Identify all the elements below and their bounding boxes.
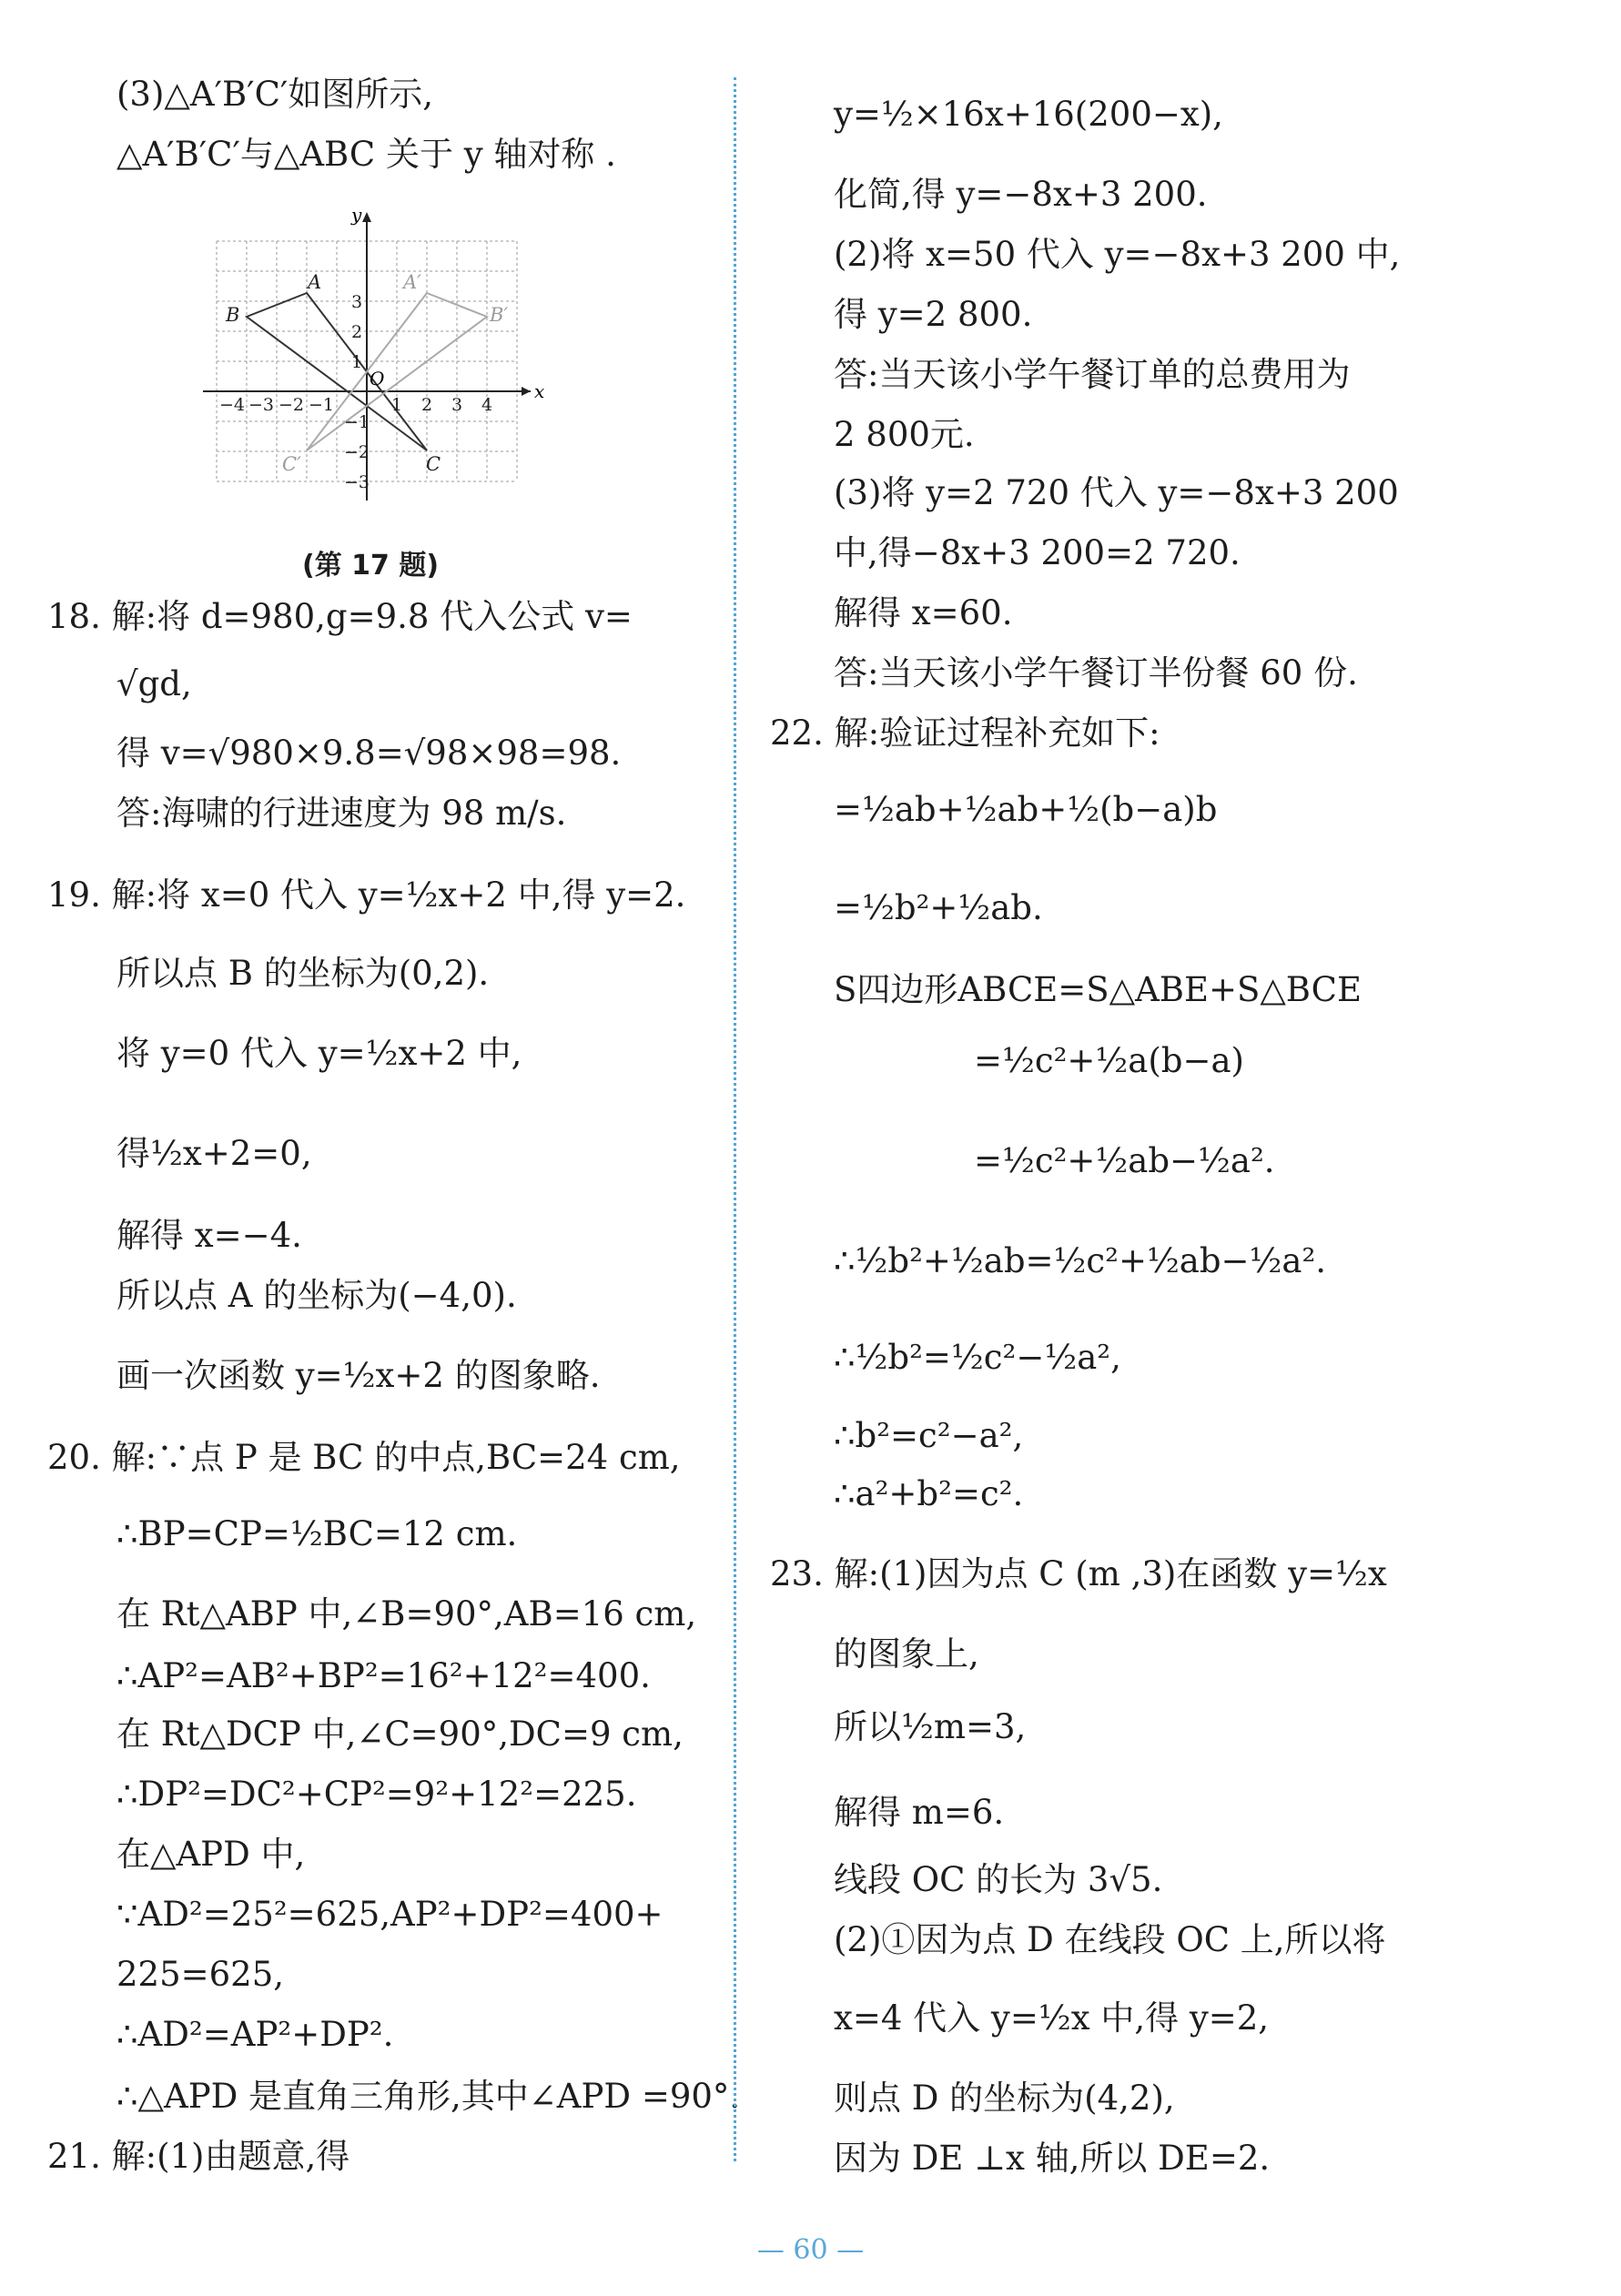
- text-line: ∴△APD 是直角三角形,其中∠APD =90°.: [117, 2077, 741, 2116]
- point-label: B: [226, 304, 240, 326]
- text-line: (2)将 x=50 代入 y=−8x+3 200 中,: [834, 235, 1401, 274]
- tick-label: 2: [351, 322, 363, 342]
- text-line: 的图象上,: [834, 1634, 979, 1674]
- text-line: ∴½b²+½ab=½c²+½ab−½a².: [834, 1241, 1327, 1280]
- tick-label: 1: [391, 395, 403, 415]
- text-line: 所以点 A 的坐标为(−4,0).: [117, 1276, 517, 1315]
- text-line: 答:海啸的行进速度为 98 m/s.: [117, 794, 567, 833]
- page-number: — 60 —: [756, 2234, 865, 2266]
- text-line: 所以点 B 的坐标为(0,2).: [117, 954, 490, 993]
- tick-label: −2: [344, 442, 370, 462]
- text-line: 18. 解:将 d=980,g=9.8 代入公式 v=: [47, 597, 633, 636]
- text-line: 则点 D 的坐标为(4,2),: [834, 2079, 1175, 2118]
- text-line: 答:当天该小学午餐订半份餐 60 份.: [834, 653, 1358, 693]
- text-line: 化简,得 y=−8x+3 200.: [834, 175, 1208, 214]
- text-line: =½c²+½a(b−a): [974, 1041, 1244, 1080]
- tick-label: −3: [248, 395, 275, 415]
- text-line: ∴AD²=AP²+DP².: [117, 2015, 394, 2054]
- text-line: ∴BP=CP=½BC=12 cm.: [117, 1514, 518, 1553]
- text-line: 解得 m=6.: [834, 1793, 1005, 1832]
- coordinate-figure: [198, 205, 544, 514]
- text-line: 解得 x=60.: [834, 593, 1013, 632]
- text-line: 在 Rt△DCP 中,∠C=90°,DC=9 cm,: [117, 1714, 684, 1754]
- point-label: A: [308, 271, 322, 293]
- text-line: y=½×16x+16(200−x),: [834, 95, 1223, 134]
- point-label: C′: [282, 453, 301, 475]
- text-line: x=4 代入 y=½x 中,得 y=2,: [834, 1998, 1270, 2038]
- text-line: 得½x+2=0,: [117, 1134, 312, 1173]
- text-line: =½c²+½ab−½a².: [974, 1141, 1275, 1180]
- text-line: (2)①因为点 D 在线段 OC 上,所以将: [834, 1920, 1386, 1959]
- text-line: ∴a²+b²=c².: [834, 1474, 1024, 1513]
- text-line: 22. 解:验证过程补充如下:: [770, 713, 1160, 753]
- text-line: (3)△A′B′C′如图所示,: [117, 75, 434, 114]
- tick-label: 2: [421, 395, 433, 415]
- text-line: =½b²+½ab.: [834, 888, 1043, 927]
- text-line: 在△APD 中,: [117, 1835, 306, 1874]
- tick-label: −1: [344, 412, 370, 432]
- text-line: 20. 解:∵点 P 是 BC 的中点,BC=24 cm,: [47, 1438, 681, 1477]
- tick-label: −1: [309, 395, 335, 415]
- tick-label: −3: [344, 472, 370, 492]
- y-axis-label: y: [351, 205, 362, 226]
- text-line: ∴AP²=AB²+BP²=16²+12²=400.: [117, 1656, 651, 1695]
- tick-label: 1: [351, 352, 363, 372]
- text-line: 因为 DE ⊥x 轴,所以 DE=2.: [834, 2139, 1271, 2178]
- point-label: A′: [403, 271, 421, 293]
- x-axis-label: x: [534, 380, 544, 402]
- text-line: ∵AD²=25²=625,AP²+DP²=400+: [117, 1895, 664, 1934]
- text-line: ∴½b²=½c²−½a²,: [834, 1338, 1121, 1377]
- origin-label: O: [370, 368, 385, 389]
- tick-label: 4: [481, 395, 493, 415]
- point-label: B′: [490, 304, 509, 326]
- text-line: 得 v=√980×9.8=√98×98=98.: [117, 733, 622, 773]
- text-line: 解得 x=−4.: [117, 1216, 302, 1255]
- text-line: S四边形ABCE=S△ABE+S△BCE: [834, 970, 1362, 1009]
- text-line: ∴DP²=DC²+CP²=9²+12²=225.: [117, 1775, 637, 1814]
- tick-label: −4: [219, 395, 246, 415]
- text-line: 2 800元.: [834, 415, 975, 454]
- text-line: 将 y=0 代入 y=½x+2 中,: [117, 1034, 522, 1073]
- text-line: 在 Rt△ABP 中,∠B=90°,AB=16 cm,: [117, 1594, 697, 1633]
- text-line: ∴b²=c²−a²,: [834, 1416, 1024, 1455]
- text-line: 线段 OC 的长为 3√5.: [834, 1860, 1163, 1899]
- tick-label: 3: [351, 292, 363, 312]
- text-line: 中,得−8x+3 200=2 720.: [834, 533, 1241, 572]
- figure-caption: (第 17 题): [302, 550, 440, 582]
- text-line: (3)将 y=2 720 代入 y=−8x+3 200: [834, 473, 1399, 512]
- text-line: 23. 解:(1)因为点 C (m ,3)在函数 y=½x: [770, 1554, 1387, 1593]
- text-line: =½ab+½ab+½(b−a)b: [834, 790, 1218, 829]
- text-line: 225=625,: [117, 1955, 285, 1994]
- text-line: 19. 解:将 x=0 代入 y=½x+2 中,得 y=2.: [47, 875, 686, 915]
- text-line: √gd,: [117, 664, 192, 703]
- text-line: 所以½m=3,: [834, 1707, 1027, 1746]
- column-divider: [734, 77, 736, 2161]
- text-line: △A′B′C′与△ABC 关于 y 轴对称 .: [117, 135, 616, 174]
- tick-label: 3: [451, 395, 463, 415]
- tick-label: −2: [279, 395, 305, 415]
- text-line: 答:当天该小学午餐订单的总费用为: [834, 355, 1351, 394]
- text-line: 21. 解:(1)由题意,得: [47, 2137, 350, 2176]
- point-label: C: [426, 453, 441, 475]
- text-line: 得 y=2 800.: [834, 295, 1033, 334]
- text-line: 画一次函数 y=½x+2 的图象略.: [117, 1356, 601, 1395]
